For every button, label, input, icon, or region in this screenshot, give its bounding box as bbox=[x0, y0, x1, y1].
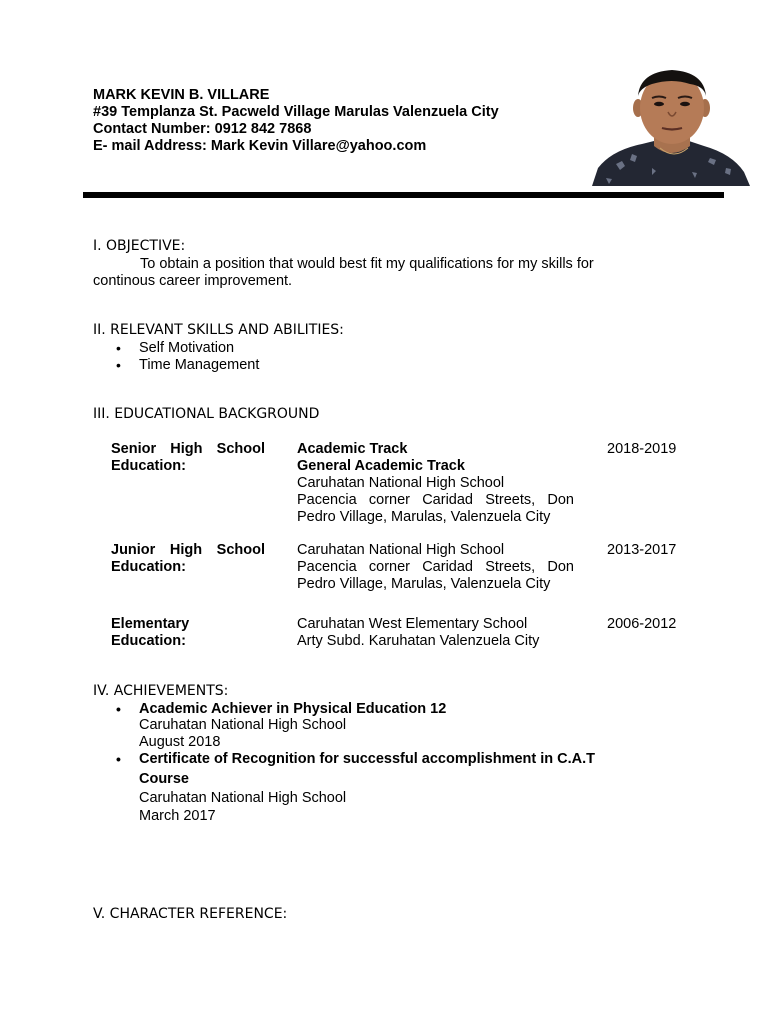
address-word: Caridad bbox=[422, 559, 473, 575]
elementary-level-label bbox=[111, 616, 265, 650]
label-word: Junior bbox=[111, 542, 156, 558]
achievement-date: August 2018 bbox=[139, 734, 221, 750]
label-word: High bbox=[169, 542, 203, 558]
achievement-title: • Academic Achiever in Physical Education 12 bbox=[139, 701, 446, 718]
address-word: Caridad bbox=[422, 492, 473, 508]
senior-details bbox=[297, 441, 574, 526]
label-line: Education: bbox=[111, 458, 186, 474]
achievement-title: • Certificate of Recognition for successful accomplishment in C.A.T bbox=[139, 751, 595, 768]
applicant-photo bbox=[592, 68, 750, 186]
address-word: Don bbox=[547, 559, 574, 575]
senior-level-label bbox=[111, 441, 265, 475]
label-line: Education: bbox=[111, 559, 186, 575]
school-name: Caruhatan National High School bbox=[297, 475, 505, 491]
address-word: Pacencia bbox=[297, 492, 357, 508]
objective-line-1: To obtain a position that would best fit my qualifications for my skills for bbox=[140, 256, 594, 272]
elementary-details bbox=[297, 616, 574, 650]
label-line: Education: bbox=[111, 633, 186, 649]
label-word: Senior bbox=[111, 441, 157, 457]
address-word: Streets, bbox=[485, 559, 536, 575]
label-line: Elementary bbox=[111, 616, 190, 632]
address-word: corner bbox=[368, 492, 410, 508]
strand-name: General Academic Track bbox=[297, 458, 465, 474]
label-word: School bbox=[216, 441, 265, 457]
junior-level-label bbox=[111, 542, 265, 576]
school-name: Caruhatan West Elementary School bbox=[297, 616, 528, 632]
school-address-line-1 bbox=[297, 559, 574, 576]
school-address-line-1 bbox=[297, 492, 574, 509]
address-word: corner bbox=[368, 559, 410, 575]
skills-heading: II. RELEVANT SKILLS AND ABILITIES: bbox=[93, 322, 344, 338]
label-word: High bbox=[170, 441, 203, 457]
header-divider bbox=[83, 192, 724, 198]
junior-details bbox=[297, 542, 574, 593]
achievement-school: Caruhatan National High School bbox=[139, 717, 347, 733]
contact-number: Contact Number: 0912 842 7868 bbox=[93, 121, 312, 137]
school-address: Arty Subd. Karuhatan Valenzuela City bbox=[297, 633, 540, 649]
skill-item: • Self Motivation bbox=[139, 340, 234, 357]
education-heading: III. EDUCATIONAL BACKGROUND bbox=[93, 406, 320, 422]
address-word: Don bbox=[547, 492, 574, 508]
objective-heading: I. OBJECTIVE: bbox=[93, 238, 186, 254]
label-word: School bbox=[216, 542, 265, 558]
achievements-heading: IV. ACHIEVEMENTS: bbox=[93, 683, 229, 699]
address-word: Streets, bbox=[485, 492, 536, 508]
achievement-date: March 2017 bbox=[139, 808, 216, 824]
senior-years: 2018-2019 bbox=[607, 441, 677, 457]
track-name: Academic Track bbox=[297, 441, 408, 457]
reference-heading: V. CHARACTER REFERENCE: bbox=[93, 906, 288, 922]
objective-line-2: continous career improvement. bbox=[93, 273, 293, 289]
applicant-name: MARK KEVIN B. VILLARE bbox=[93, 87, 270, 103]
applicant-address: #39 Templanza St. Pacweld Village Marulas Valenzuela City bbox=[93, 104, 499, 120]
skill-item: • Time Management bbox=[139, 357, 259, 374]
achievement-title-continued: Course bbox=[139, 771, 189, 787]
school-address-line-2: Pedro Village, Marulas, Valenzuela City bbox=[297, 576, 551, 592]
address-word: Pacencia bbox=[297, 559, 357, 575]
email-address: E- mail Address: Mark Kevin Villare@yahoo.com bbox=[93, 138, 427, 154]
junior-years: 2013-2017 bbox=[607, 542, 677, 558]
school-address-line-2: Pedro Village, Marulas, Valenzuela City bbox=[297, 509, 551, 525]
elementary-years: 2006-2012 bbox=[607, 616, 677, 632]
achievement-school: Caruhatan National High School bbox=[139, 790, 347, 806]
school-name: Caruhatan National High School bbox=[297, 542, 505, 558]
